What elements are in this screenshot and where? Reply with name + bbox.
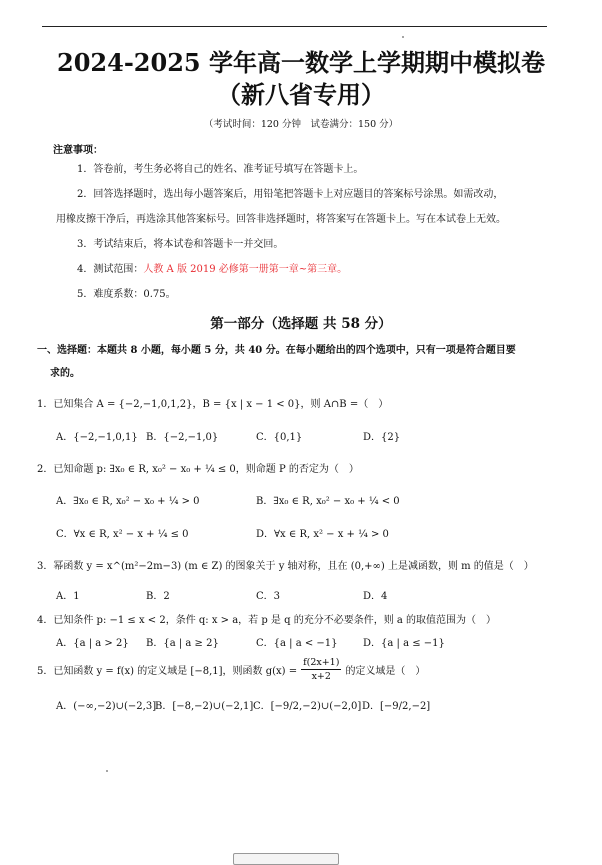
title-line-1: 2024-2025 学年高一数学上学期期中模拟卷 [57, 48, 545, 77]
question-5-stem [37, 656, 425, 683]
question-2-option-a: A．∃x₀ ∈ R, x₀² − x₀ + ¼ > 0 [56, 496, 200, 507]
note-2-cont: 用橡皮擦干净后，再选涂其他答案标号。回答非选择题时，将答案写在答题卡上。写在本试卷上无效。 [56, 214, 506, 225]
question-1-option-d: D．{2} [363, 432, 401, 443]
note-4-label: 4．测试范围： [77, 264, 144, 275]
fraction-numerator: f(2x+1) [303, 657, 340, 668]
page-footer-tab[interactable] [233, 853, 339, 865]
section-intro-line-1: 一、选择题：本题共 8 小题，每小题 5 分，共 40 分。在每小题给出的四个选项中，只有一项是符合题目要 [37, 345, 516, 356]
question-5-option-a: A．(−∞,−2)∪(−2,3] [56, 701, 157, 712]
question-4-option-d: D．{a | a ≤ −1} [363, 638, 445, 649]
note-1: 1．答卷前，考生务必将自己的姓名、准考证号填写在答题卡上。 [77, 164, 364, 175]
question-1-option-a: A．{−2,−1,0,1} [56, 432, 138, 443]
notes-heading: 注意事项： [53, 145, 103, 156]
speck [106, 770, 108, 772]
question-1-option-b: B．{−2,−1,0} [146, 432, 219, 443]
note-3: 3．考试结束后，将本试卷和答题卡一并交回。 [77, 239, 284, 250]
question-4-option-c: C．{a | a < −1} [256, 638, 338, 649]
fraction-denominator: x+2 [311, 671, 331, 682]
question-5-fraction [301, 656, 341, 683]
question-2-option-d: D．∀x ∈ R, x² − x + ¼ > 0 [256, 529, 389, 540]
note-5: 5．难度系数：0.75。 [77, 289, 176, 300]
part-title: 第一部分（选择题 共 58 分） [210, 316, 392, 332]
speck [402, 36, 404, 38]
question-5-option-d: D．[−9/2,−2] [362, 701, 431, 712]
question-2-stem: 2．已知命题 p: ∃x₀ ∈ R, x₀² − x₀ + ¼ ≤ 0，则命题 P 的否定为（ ） [37, 464, 359, 475]
question-3-option-d: D．4 [363, 591, 388, 602]
section-intro-line-2: 求的。 [50, 368, 80, 379]
question-3-option-a: A．1 [56, 591, 80, 602]
question-5-stem-post: 的定义域是（ ） [345, 666, 426, 677]
question-5-option-b: B．[−8,−2)∪(−2,1] [155, 701, 254, 712]
question-2-option-c: C．∀x ∈ R, x² − x + ¼ ≤ 0 [56, 529, 189, 540]
note-4 [56, 257, 551, 283]
note-4-scope: 人教 A 版 2019 必修第一册第一章~第三章。 [143, 264, 348, 275]
question-4-option-b: B．{a | a ≥ 2} [146, 638, 219, 649]
note-2: 2．回答选择题时，选出每小题答案后，用铅笔把答题卡上对应题目的答案标号涂黑。如需改动， [77, 189, 504, 200]
question-3-option-c: C．3 [256, 591, 281, 602]
exam-meta: （考试时间：120 分钟 试卷满分：150 分） [203, 119, 399, 130]
question-2-option-b: B．∃x₀ ∈ R, x₀² − x₀ + ¼ < 0 [256, 496, 400, 507]
question-1-stem: 1．已知集合 A = {−2,−1,0,1,2}，B = {x | x − 1 < 0}，则 A∩B =（ ） [37, 399, 389, 410]
title-line-2: （新八省专用） [217, 80, 385, 109]
question-4-option-a: A．{a | a > 2} [56, 638, 129, 649]
header-rule [42, 26, 547, 27]
question-5-option-c: C．[−9/2,−2)∪(−2,0] [253, 701, 362, 712]
question-3-option-b: B．2 [146, 591, 170, 602]
question-4-stem: 4．已知条件 p: −1 ≤ x < 2，条件 q: x > a，若 p 是 q 的充分不必要条件，则 a 的取值范围为（ ） [37, 615, 497, 626]
question-5-stem-pre: 5．已知函数 y = f(x) 的定义域是 [−8,1]，则函数 g(x) = [37, 666, 298, 677]
question-3-stem: 3．幂函数 y = x^(m²−2m−3) (m ∈ Z) 的图象关于 y 轴对称，且在 (0,+∞) 上是减函数，则 m 的值是（ ） [37, 561, 534, 572]
question-1-option-c: C．{0,1} [256, 432, 303, 443]
